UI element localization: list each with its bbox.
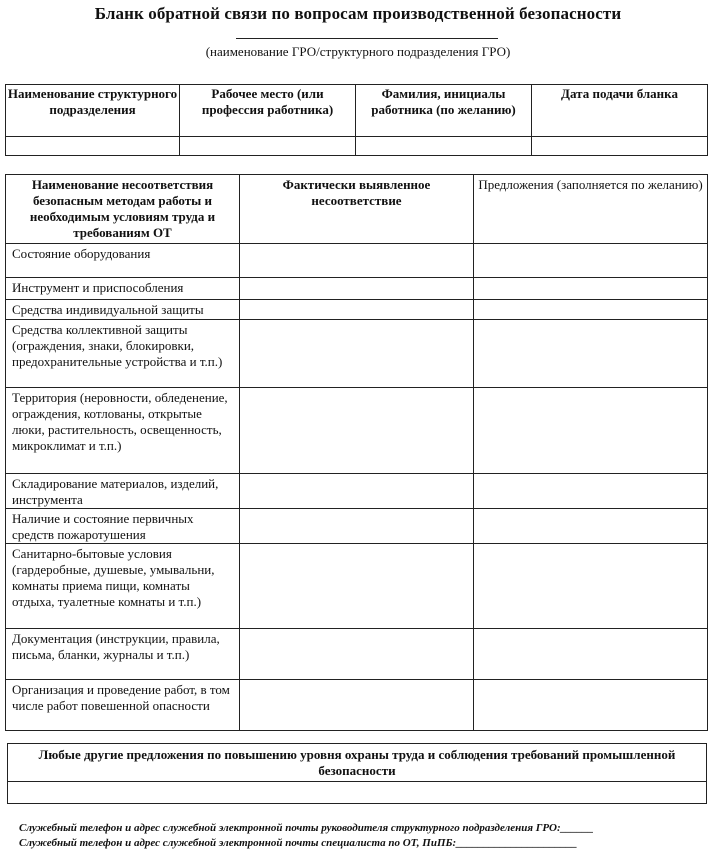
row-label: Состояние оборудования <box>6 244 240 278</box>
proposal-field[interactable] <box>474 474 708 509</box>
row-label: Инструмент и приспособления <box>6 278 240 300</box>
detected-field[interactable] <box>240 509 474 544</box>
other-proposals-box <box>7 743 707 804</box>
detected-field[interactable] <box>240 278 474 300</box>
proposal-field[interactable] <box>474 320 708 388</box>
detected-field[interactable] <box>240 474 474 509</box>
proposal-field[interactable] <box>474 629 708 680</box>
table-row <box>6 244 708 278</box>
department-field[interactable] <box>6 137 180 156</box>
header-nonconformity-name: Наименование несоответствия безопасным методам работы и необходимым условиям труда и требованиям ОТ <box>6 175 240 244</box>
employee-name-field[interactable] <box>356 137 532 156</box>
table-row <box>6 629 708 680</box>
workplace-field[interactable] <box>180 137 356 156</box>
detected-field[interactable] <box>240 680 474 731</box>
table-row <box>6 388 708 474</box>
row-label: Средства индивидуальной защиты <box>6 300 240 320</box>
detected-field[interactable] <box>240 300 474 320</box>
header-proposals: Предложения (заполняется по желанию) <box>474 175 708 244</box>
row-label: Наличие и состояние первичных средств пожаротушения <box>6 509 240 544</box>
org-name-caption: (наименование ГРО/структурного подразделения ГРО) <box>205 44 511 59</box>
proposal-field[interactable] <box>474 278 708 300</box>
nonconformity-table <box>5 174 708 731</box>
table-row <box>6 474 708 509</box>
table-row <box>6 278 708 300</box>
table-row <box>6 300 708 320</box>
table-row <box>6 680 708 731</box>
detected-field[interactable] <box>240 320 474 388</box>
header-workplace: Рабочее место (или профессия работника) <box>180 85 356 137</box>
submission-date-field[interactable] <box>532 137 708 156</box>
footer-ot-specialist-contact: Служебный телефон и адрес служебной электронной почты специалиста по ОТ, ПиПБ:______________________ <box>19 837 578 849</box>
row-label: Организация и проведение работ, в том числе работ повешенной опасности <box>6 680 240 731</box>
header-department: Наименование структурного подразделения <box>6 85 180 137</box>
row-label: Средства коллективной защиты (ограждения, знаки, блокировки, предохранительные устройства и т.п.) <box>6 320 240 388</box>
detected-field[interactable] <box>240 629 474 680</box>
org-name-line[interactable] <box>236 38 498 39</box>
proposal-field[interactable] <box>474 388 708 474</box>
footer-manager-contact: Служебный телефон и адрес служебной электронной почты руководителя структурного подразделения ГРО:______ <box>19 822 594 834</box>
proposal-field[interactable] <box>474 544 708 629</box>
submitter-info-table <box>5 84 708 156</box>
row-label: Документация (инструкции, правила, письма, бланки, журналы и т.п.) <box>6 629 240 680</box>
detected-field[interactable] <box>240 244 474 278</box>
table-row <box>6 320 708 388</box>
other-proposals-field[interactable] <box>8 782 707 804</box>
header-employee-name: Фамилия, инициалы работника (по желанию) <box>356 85 532 137</box>
proposal-field[interactable] <box>474 680 708 731</box>
proposal-field[interactable] <box>474 509 708 544</box>
proposal-field[interactable] <box>474 300 708 320</box>
row-label: Санитарно-бытовые условия (гардеробные, душевые, умывальни, комнаты приема пищи, комнаты отдыха, туалетные комнаты и т.п.) <box>6 544 240 629</box>
table-row <box>6 544 708 629</box>
header-submission-date: Дата подачи бланка <box>532 85 708 137</box>
other-proposals-heading: Любые другие предложения по повышению уровня охраны труда и соблюдения требований промышленной безопасности <box>8 744 707 782</box>
row-label: Территория (неровности, обледенение, ограждения, котлованы, открытые люки, растительность, освещенность, микроклимат и т.п.) <box>6 388 240 474</box>
page-title: Бланк обратной связи по вопросам производственной безопасности <box>94 4 622 23</box>
detected-field[interactable] <box>240 388 474 474</box>
proposal-field[interactable] <box>474 244 708 278</box>
detected-field[interactable] <box>240 544 474 629</box>
header-detected-nonconformity: Фактически выявленное несоответствие <box>240 175 474 244</box>
table-row <box>6 509 708 544</box>
row-label: Складирование материалов, изделий, инструмента <box>6 474 240 509</box>
